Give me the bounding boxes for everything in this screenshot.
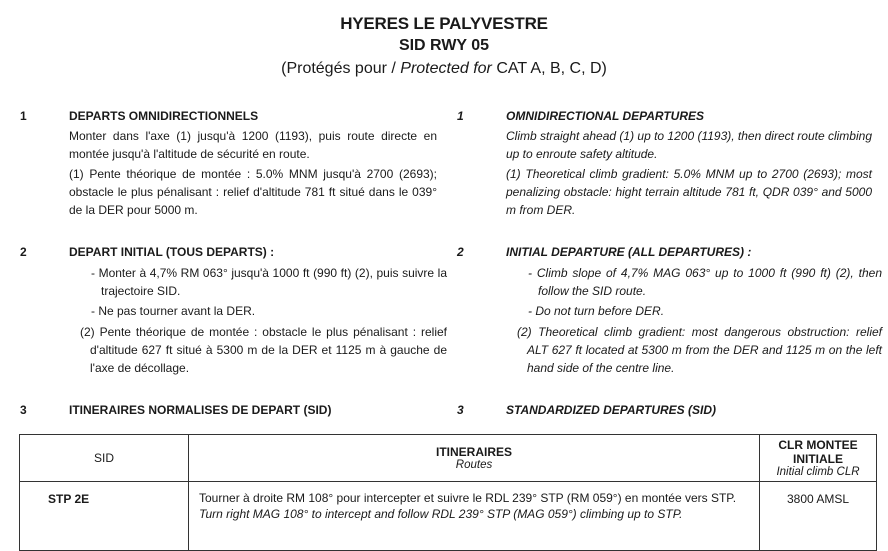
header-clr-fr: CLR MONTEE INITIALE xyxy=(778,438,858,466)
section-2-title-en: INITIAL DEPARTURE (ALL DEPARTURES) : xyxy=(506,245,752,259)
row-route-en: Turn right MAG 108° to intercept and follow RDL 239° STP (MAG 059°) climbing up to STP. xyxy=(199,507,683,521)
section-2-fr-bullet-2: - Ne pas tourner avant la DER. xyxy=(91,304,256,318)
row-route-fr: Tourner à droite RM 108° pour intercepter et suivre le RDL 239° STP (RM 059°) en montée vers STP. xyxy=(199,491,737,505)
section-2-en-bullet-1: - Climb slope of 4,7% MAG 063° up to 1000 ft (990 ft) (2), then follow the SID route. xyxy=(528,266,882,298)
protected-en: Protected for xyxy=(400,60,492,77)
section-1-en-para-1: Climb straight ahead (1) up to 1200 (1193), then direct route climbing up to enroute safety altitude. xyxy=(506,129,872,161)
section-1-number-en: 1 xyxy=(457,109,464,123)
table-header-row xyxy=(20,435,877,482)
sid-table xyxy=(19,434,877,551)
header-clr xyxy=(760,435,877,482)
section-2-en-bullet-2: - Do not turn before DER. xyxy=(528,304,665,318)
header-routes-en: Routes xyxy=(455,459,493,471)
table-row xyxy=(20,482,877,551)
section-2-fr-bullet-1: - Monter à 4,7% RM 063° jusqu'à 1000 ft (990 ft) (2), puis suivre la trajectoire SID. xyxy=(91,266,447,298)
section-3-number-fr: 3 xyxy=(20,403,27,417)
section-2-number-fr: 2 xyxy=(20,245,27,259)
section-3-title-en: STANDARDIZED DEPARTURES (SID) xyxy=(506,403,717,417)
section-1-title-fr: DEPARTS OMNIDIRECTIONNELS xyxy=(69,109,259,123)
section-1-number-fr: 1 xyxy=(20,109,27,123)
section-3-title-fr: ITINERAIRES NORMALISES DE DEPART (SID) xyxy=(69,403,332,417)
section-1-title-en: OMNIDIRECTIONAL DEPARTURES xyxy=(506,109,705,123)
section-2-number-en: 2 xyxy=(457,245,464,259)
section-2-title-fr: DEPART INITIAL (TOUS DEPARTS) : xyxy=(69,245,275,259)
header-clr-en: Initial climb CLR xyxy=(776,466,860,478)
protection-line xyxy=(0,60,888,78)
header-sid: SID xyxy=(20,435,189,482)
section-2-fr-note: (2) Pente théorique de montée : obstacle le plus pénalisant : relief d'altitude 627 ft situé à 5300 m de la DER et 1125 m à gauche de l'axe de décollage. xyxy=(80,325,447,375)
section-1-fr-para-1: Monter dans l'axe (1) jusqu'à 1200 (1193), puis route directe en montée jusqu'à l'altitude de sécurité en route. xyxy=(69,129,437,161)
row-clr: 3800 AMSL xyxy=(760,482,877,551)
protected-cat: CAT A, B, C, D) xyxy=(491,60,607,77)
header-routes-fr: ITINERAIRES xyxy=(435,445,512,459)
row-route xyxy=(189,482,760,551)
section-2-en-note: (2) Theoretical climb gradient: most dangerous obstruction: relief ALT 627 ft located at 5300 m from the DER and 1125 m on the left hand side of the centre line. xyxy=(517,325,882,375)
document-subtitle: SID RWY 05 xyxy=(398,37,490,54)
section-1-en-para-2: (1) Theoretical climb gradient: 5.0% MNM up to 2700 (2693); most penalizing obstacle: hight terrain altitude 781 ft, QDR 039° and 5000 m from DER. xyxy=(506,167,872,217)
document-title: HYERES LE PALYVESTRE xyxy=(340,14,548,33)
header-routes xyxy=(189,435,760,482)
protected-fr: (Protégés pour / xyxy=(281,60,401,77)
section-3-number-en: 3 xyxy=(457,403,464,417)
section-1-fr-para-2: (1) Pente théorique de montée : 5.0% MNM jusqu'à 2700 (2693); obstacle le plus pénalisant : relief d'altitude 781 ft situé dans le 039° de la DER pour 5000 m. xyxy=(69,167,437,217)
row-sid: STP 2E xyxy=(20,482,189,551)
